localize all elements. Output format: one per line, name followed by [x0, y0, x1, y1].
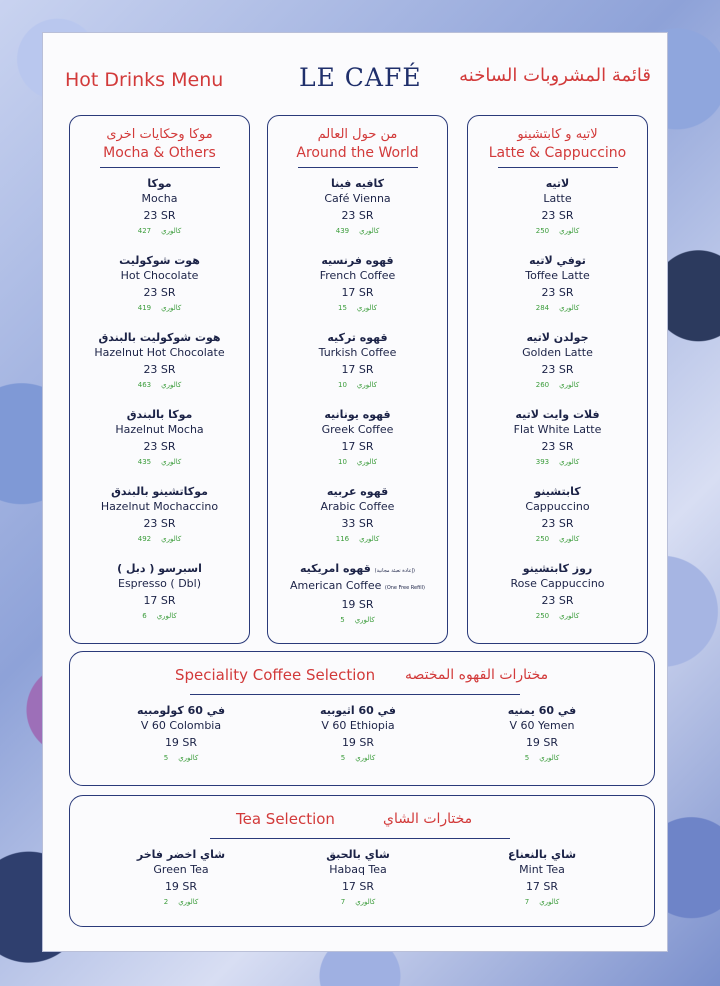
item-calories [70, 378, 249, 392]
item-name-en: Toffee Latte [525, 269, 590, 282]
menu-item [268, 245, 447, 322]
item-calories [268, 455, 447, 469]
item-name-ar: فلات وايت لاتيه [515, 408, 600, 421]
calorie-label: كالوري [355, 754, 376, 762]
menu-item [283, 704, 433, 765]
calorie-value: 393 [535, 458, 550, 466]
calorie-label: كالوري [161, 381, 182, 389]
item-calories [70, 224, 249, 238]
calorie-label: كالوري [161, 304, 182, 312]
item-name-en: Turkish Coffee [318, 346, 397, 359]
item-calories [468, 455, 647, 469]
item-price: 33 SR [341, 517, 374, 530]
calorie-value: 6 [142, 612, 147, 620]
item-price: 23 SR [541, 440, 574, 453]
item-price: 23 SR [143, 286, 176, 299]
menu-title-ar: قائمة المشروبات الساخنه [459, 65, 651, 86]
section-speciality-coffee [69, 651, 655, 786]
cafe-logo: LE CAFÉ [299, 63, 422, 92]
item-name-en: Espresso ( Dbl) [118, 577, 201, 590]
item-name-ar: في 60 يمنيه [507, 704, 577, 717]
menu-card [42, 32, 668, 952]
calorie-label: كالوري [539, 754, 560, 762]
calorie-value: 250 [535, 612, 550, 620]
section-mocha-others [69, 115, 250, 644]
item-name-en: Green Tea [153, 863, 209, 876]
item-name-ar: قهوه عربيه [326, 485, 389, 498]
section-around-the-world [267, 115, 448, 644]
item-price: 17 SR [341, 363, 374, 376]
item-name-en: V 60 Colombia [140, 719, 222, 732]
calorie-value: 435 [137, 458, 152, 466]
calorie-value: 250 [535, 227, 550, 235]
menu-item [70, 168, 249, 245]
item-name-en: Hot Chocolate [120, 269, 199, 282]
calorie-value: 10 [338, 381, 347, 389]
item-name-en: Flat White Latte [513, 423, 602, 436]
section-title-en: Latte & Cappuccino [488, 145, 627, 161]
item-price: 23 SR [143, 440, 176, 453]
section-title-ar: مختارات القهوه المختصه [405, 667, 549, 683]
item-price: 19 SR [164, 880, 198, 893]
menu-item [468, 476, 647, 553]
item-price: 19 SR [341, 736, 375, 749]
item-name-en: Mint Tea [519, 863, 565, 876]
item-calories [268, 224, 447, 238]
calorie-label: كالوري [355, 898, 376, 906]
calorie-label: كالوري [178, 898, 199, 906]
calorie-value: 5 [340, 616, 345, 624]
item-calories [268, 378, 447, 392]
calorie-value: 5 [524, 754, 530, 762]
menu-item [467, 848, 617, 909]
item-name-en: Hazelnut Mocha [115, 423, 204, 436]
item-name-ar: شاي بالحبق [326, 848, 390, 861]
item-calories [268, 613, 447, 627]
menu-item [268, 168, 447, 245]
item-calories [70, 532, 249, 546]
calorie-value: 5 [163, 754, 169, 762]
item-name-en: French Coffee [319, 269, 396, 282]
calorie-value: 7 [524, 898, 530, 906]
section-title-ar: موكا وحكايات اخرى [106, 127, 213, 142]
item-name-en: V 60 Ethiopia [321, 719, 395, 732]
item-price: 19 SR [525, 736, 559, 749]
calorie-value: 284 [535, 304, 550, 312]
item-name-ar: في 60 اثيوبيه [320, 704, 396, 717]
item-calories [106, 895, 256, 909]
menu-item [268, 553, 447, 630]
calorie-value: 439 [335, 227, 350, 235]
item-calories [467, 751, 617, 765]
item-calories [70, 455, 249, 469]
item-name-ar: موكا [147, 177, 172, 190]
item-name-en: Hazelnut Hot Chocolate [94, 346, 225, 359]
item-name-en: Arabic Coffee [320, 500, 395, 513]
item-price: 17 SR [341, 880, 375, 893]
section-title-ar: لاتيه و كابتشينو [517, 127, 598, 142]
menu-title-en: Hot Drinks Menu [65, 69, 224, 91]
calorie-value: 5 [340, 754, 346, 762]
menu-item [468, 399, 647, 476]
menu-item [468, 553, 647, 630]
calorie-label: كالوري [559, 458, 580, 466]
item-calories [468, 224, 647, 238]
item-name-en: Habaq Tea [329, 863, 387, 876]
item-price: 23 SR [541, 286, 574, 299]
calorie-label: كالوري [559, 535, 580, 543]
item-price: 23 SR [541, 517, 574, 530]
item-name-ar: روز كابتشينو [522, 562, 593, 575]
item-calories [468, 301, 647, 315]
item-price: 17 SR [341, 286, 374, 299]
calorie-label: كالوري [161, 535, 182, 543]
item-name-ar: موكاتشينو بالبندق [111, 485, 208, 498]
item-name-en: V 60 Yemen [509, 719, 575, 732]
section-title-en: Around the World [296, 145, 419, 161]
menu-item [467, 704, 617, 765]
section-title-ar: من حول العالم [317, 127, 398, 142]
item-note-ar: (إعادة تعبئة مجانية) [374, 568, 415, 574]
menu-item [468, 322, 647, 399]
calorie-value: 7 [340, 898, 346, 906]
item-name-en: Cappuccino [525, 500, 590, 513]
section-title-en: Tea Selection [236, 810, 335, 828]
item-name-ar: قهوه يونانيه [324, 408, 391, 421]
item-calories [467, 895, 617, 909]
calorie-label: كالوري [559, 227, 580, 235]
calorie-value: 2 [163, 898, 169, 906]
calorie-label: كالوري [359, 227, 380, 235]
menu-item [70, 399, 249, 476]
item-name-en: Hazelnut Mochaccino [100, 500, 219, 513]
item-calories [468, 378, 647, 392]
calorie-value: 492 [137, 535, 152, 543]
calorie-value: 427 [137, 227, 152, 235]
calorie-value: 419 [137, 304, 152, 312]
item-price: 23 SR [341, 209, 374, 222]
menu-item [268, 476, 447, 553]
item-calories [70, 301, 249, 315]
item-name-ar: كابتشينو [534, 485, 581, 498]
item-price: 17 SR [341, 440, 374, 453]
item-name-ar: لاتيه [545, 177, 570, 190]
menu-item [268, 322, 447, 399]
calorie-label: كالوري [161, 458, 182, 466]
item-name-ar: موكا بالبندق [126, 408, 193, 421]
menu-item [268, 399, 447, 476]
calorie-label: كالوري [356, 304, 377, 312]
item-name-en: Mocha [141, 192, 178, 205]
calorie-label: كالوري [161, 227, 182, 235]
item-calories [283, 751, 433, 765]
item-calories [268, 532, 447, 546]
item-price: 23 SR [143, 517, 176, 530]
section-title-en: Mocha & Others [103, 145, 216, 161]
calorie-label: كالوري [559, 304, 580, 312]
item-calories [468, 532, 647, 546]
item-name-ar: هوت شوكوليت [119, 254, 200, 267]
calorie-label: كالوري [156, 612, 177, 620]
menu-item [468, 245, 647, 322]
item-price: 19 SR [164, 736, 198, 749]
menu-item [468, 168, 647, 245]
item-name-ar: هوت شوكوليت بالبندق [98, 331, 221, 344]
menu-item [70, 553, 249, 630]
item-name-ar: في 60 كولومبيه [136, 704, 226, 717]
item-price: 23 SR [143, 363, 176, 376]
section-title-ar: مختارات الشاي [383, 811, 473, 827]
item-name-ar: توفي لاتيه [529, 254, 586, 267]
item-name-ar: (إعادة تعبئة مجانية) قهوه امريكيه [300, 562, 415, 575]
calorie-value: 116 [335, 535, 350, 543]
section-tea-selection [69, 795, 655, 927]
item-price: 23 SR [541, 363, 574, 376]
menu-item [106, 704, 256, 765]
calorie-label: كالوري [178, 754, 199, 762]
menu-item [106, 848, 256, 909]
item-price: 23 SR [541, 594, 574, 607]
item-name-ar: شاي اخضر فاخر [136, 848, 226, 861]
section-latte-cappuccino [467, 115, 648, 644]
menu-item [70, 476, 249, 553]
item-name-ar: قهوه تركيه [327, 331, 388, 344]
calorie-value: 463 [137, 381, 152, 389]
calorie-value: 15 [338, 304, 347, 312]
item-name-en: Golden Latte [522, 346, 593, 359]
item-name-ar: شاي بالنعناع [507, 848, 577, 861]
calorie-value: 250 [535, 535, 550, 543]
item-calories [106, 751, 256, 765]
item-name-en: Latte [543, 192, 572, 205]
calorie-label: كالوري [356, 381, 377, 389]
calorie-label: كالوري [354, 616, 375, 624]
item-name-ar: كافيه فينا [330, 177, 385, 190]
menu-item [70, 322, 249, 399]
item-price: 19 SR [341, 598, 374, 611]
item-price: 17 SR [143, 594, 176, 607]
item-name-ar: قهوه فرنسيه [321, 254, 394, 267]
calorie-value: 10 [338, 458, 347, 466]
menu-item [70, 245, 249, 322]
calorie-label: كالوري [359, 535, 380, 543]
calorie-value: 260 [535, 381, 550, 389]
section-title-en: Speciality Coffee Selection [175, 666, 376, 684]
item-name-en: American Coffee (One Free Refill) [290, 579, 425, 592]
item-name-en: Café Vienna [324, 192, 391, 205]
item-price: 17 SR [525, 880, 559, 893]
menu-item [283, 848, 433, 909]
item-calories [283, 895, 433, 909]
item-price: 23 SR [143, 209, 176, 222]
item-name-en: Rose Cappuccino [510, 577, 605, 590]
item-calories [468, 609, 647, 623]
item-price: 23 SR [541, 209, 574, 222]
calorie-label: كالوري [356, 458, 377, 466]
item-name-en: Greek Coffee [321, 423, 394, 436]
item-calories [70, 609, 249, 623]
calorie-label: كالوري [559, 612, 580, 620]
item-name-ar: جولدن لاتيه [526, 331, 589, 344]
section-divider [190, 694, 520, 695]
item-name-ar: اسبرسو ( دبل ) [117, 562, 202, 575]
calorie-label: كالوري [559, 381, 580, 389]
calorie-label: كالوري [539, 898, 560, 906]
item-calories [268, 301, 447, 315]
item-note-en: (One Free Refill) [384, 585, 425, 591]
section-divider [210, 838, 510, 839]
